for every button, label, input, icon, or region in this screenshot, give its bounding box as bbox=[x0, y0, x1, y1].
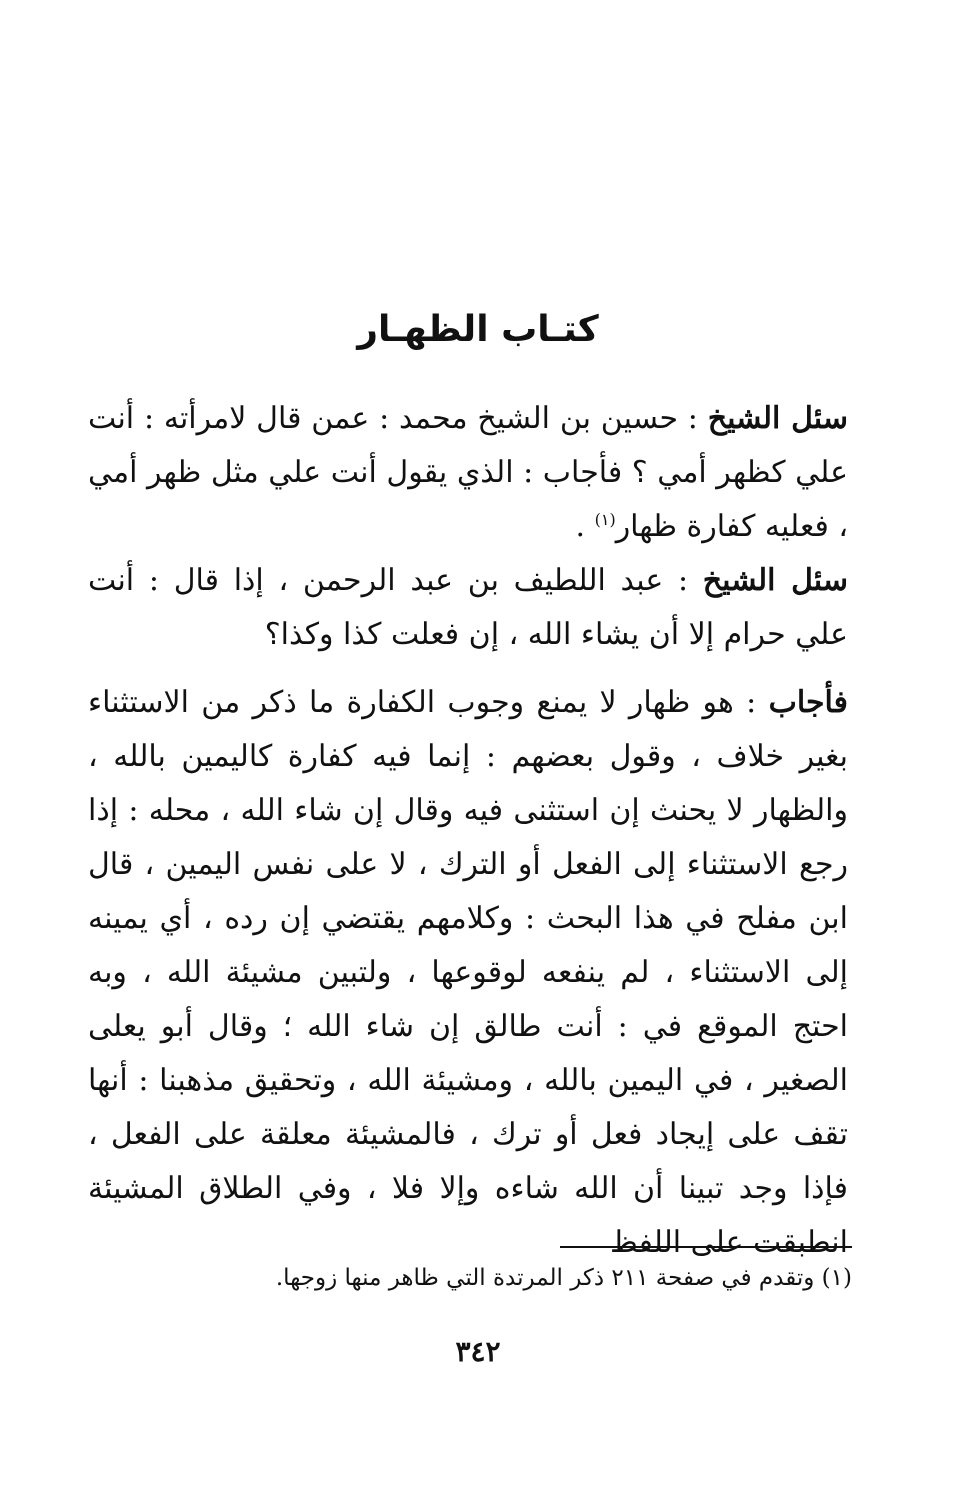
paragraph-3 bbox=[88, 676, 848, 1270]
body-text bbox=[88, 392, 848, 1270]
paragraph-1 bbox=[88, 392, 848, 554]
footnote-divider bbox=[560, 1246, 852, 1248]
paragraph-2 bbox=[88, 554, 848, 662]
paragraph-1-tail: . bbox=[575, 509, 595, 544]
paragraph-2-text: : عبد اللطيف بن عبد الرحمن ، إذا قال : أنت علي حرام إلا أن يشاء الله ، إن فعلت كذا وكذا؟ bbox=[88, 563, 848, 652]
page-number: ٣٤٢ bbox=[455, 1335, 501, 1368]
paragraph-1-text: : حسين بن الشيخ محمد : عمن قال لامرأته : أنت علي كظهر أمي ؟ فأجاب : الذي يقول أنت علي مثل ظهر أمي ، فعليه كفارة ظهار bbox=[88, 401, 848, 544]
paragraph-3-speaker: فأجاب bbox=[768, 685, 848, 720]
paragraph-1-speaker: سئل الشيخ bbox=[707, 401, 848, 436]
footnote-reference: (١) bbox=[594, 510, 616, 529]
footnote: (١) وتقدم في صفحة ٢١١ ذكر المرتدة التي ظاهر منها زوجها. bbox=[275, 1265, 852, 1291]
paragraph-3-text: : هو ظهار لا يمنع وجوب الكفارة ما ذكر من الاستثناء بغير خلاف ، وقول بعضهم : إنما فيه كفارة كاليمين بالله ، والظهار لا يحنث إن استثنى فيه وقال إن شاء الله ، محله : إذا رجع الاستثناء إلى الفعل أو الترك ، لا على نفس اليمين ، قال ابن مفلح في هذا البحث : وكلامهم يقتضي إن رده ، أي يمينه إلى الاستثناء ، لم ينفعه لوقوعها ، ولتبين مشيئة الله ، وبه احتج الموقع في : أنت طالق إن شاء الله ؛ وقال أبو يعلى الصغير ، في اليمين بالله ، ومشيئة الله ، وتحقيق مذهبنا : أنها تقف على إيجاد فعل أو ترك ، فالمشيئة معلقة على الفعل ، فإذا وجد تبينا أن الله شاءه وإلا فلا ، وفي الطلاق المشيئة انطبقت على اللفظ bbox=[88, 685, 848, 1260]
chapter-title: كتـاب الظهـار bbox=[357, 309, 599, 350]
paragraph-2-speaker: سئل الشيخ bbox=[702, 563, 848, 598]
